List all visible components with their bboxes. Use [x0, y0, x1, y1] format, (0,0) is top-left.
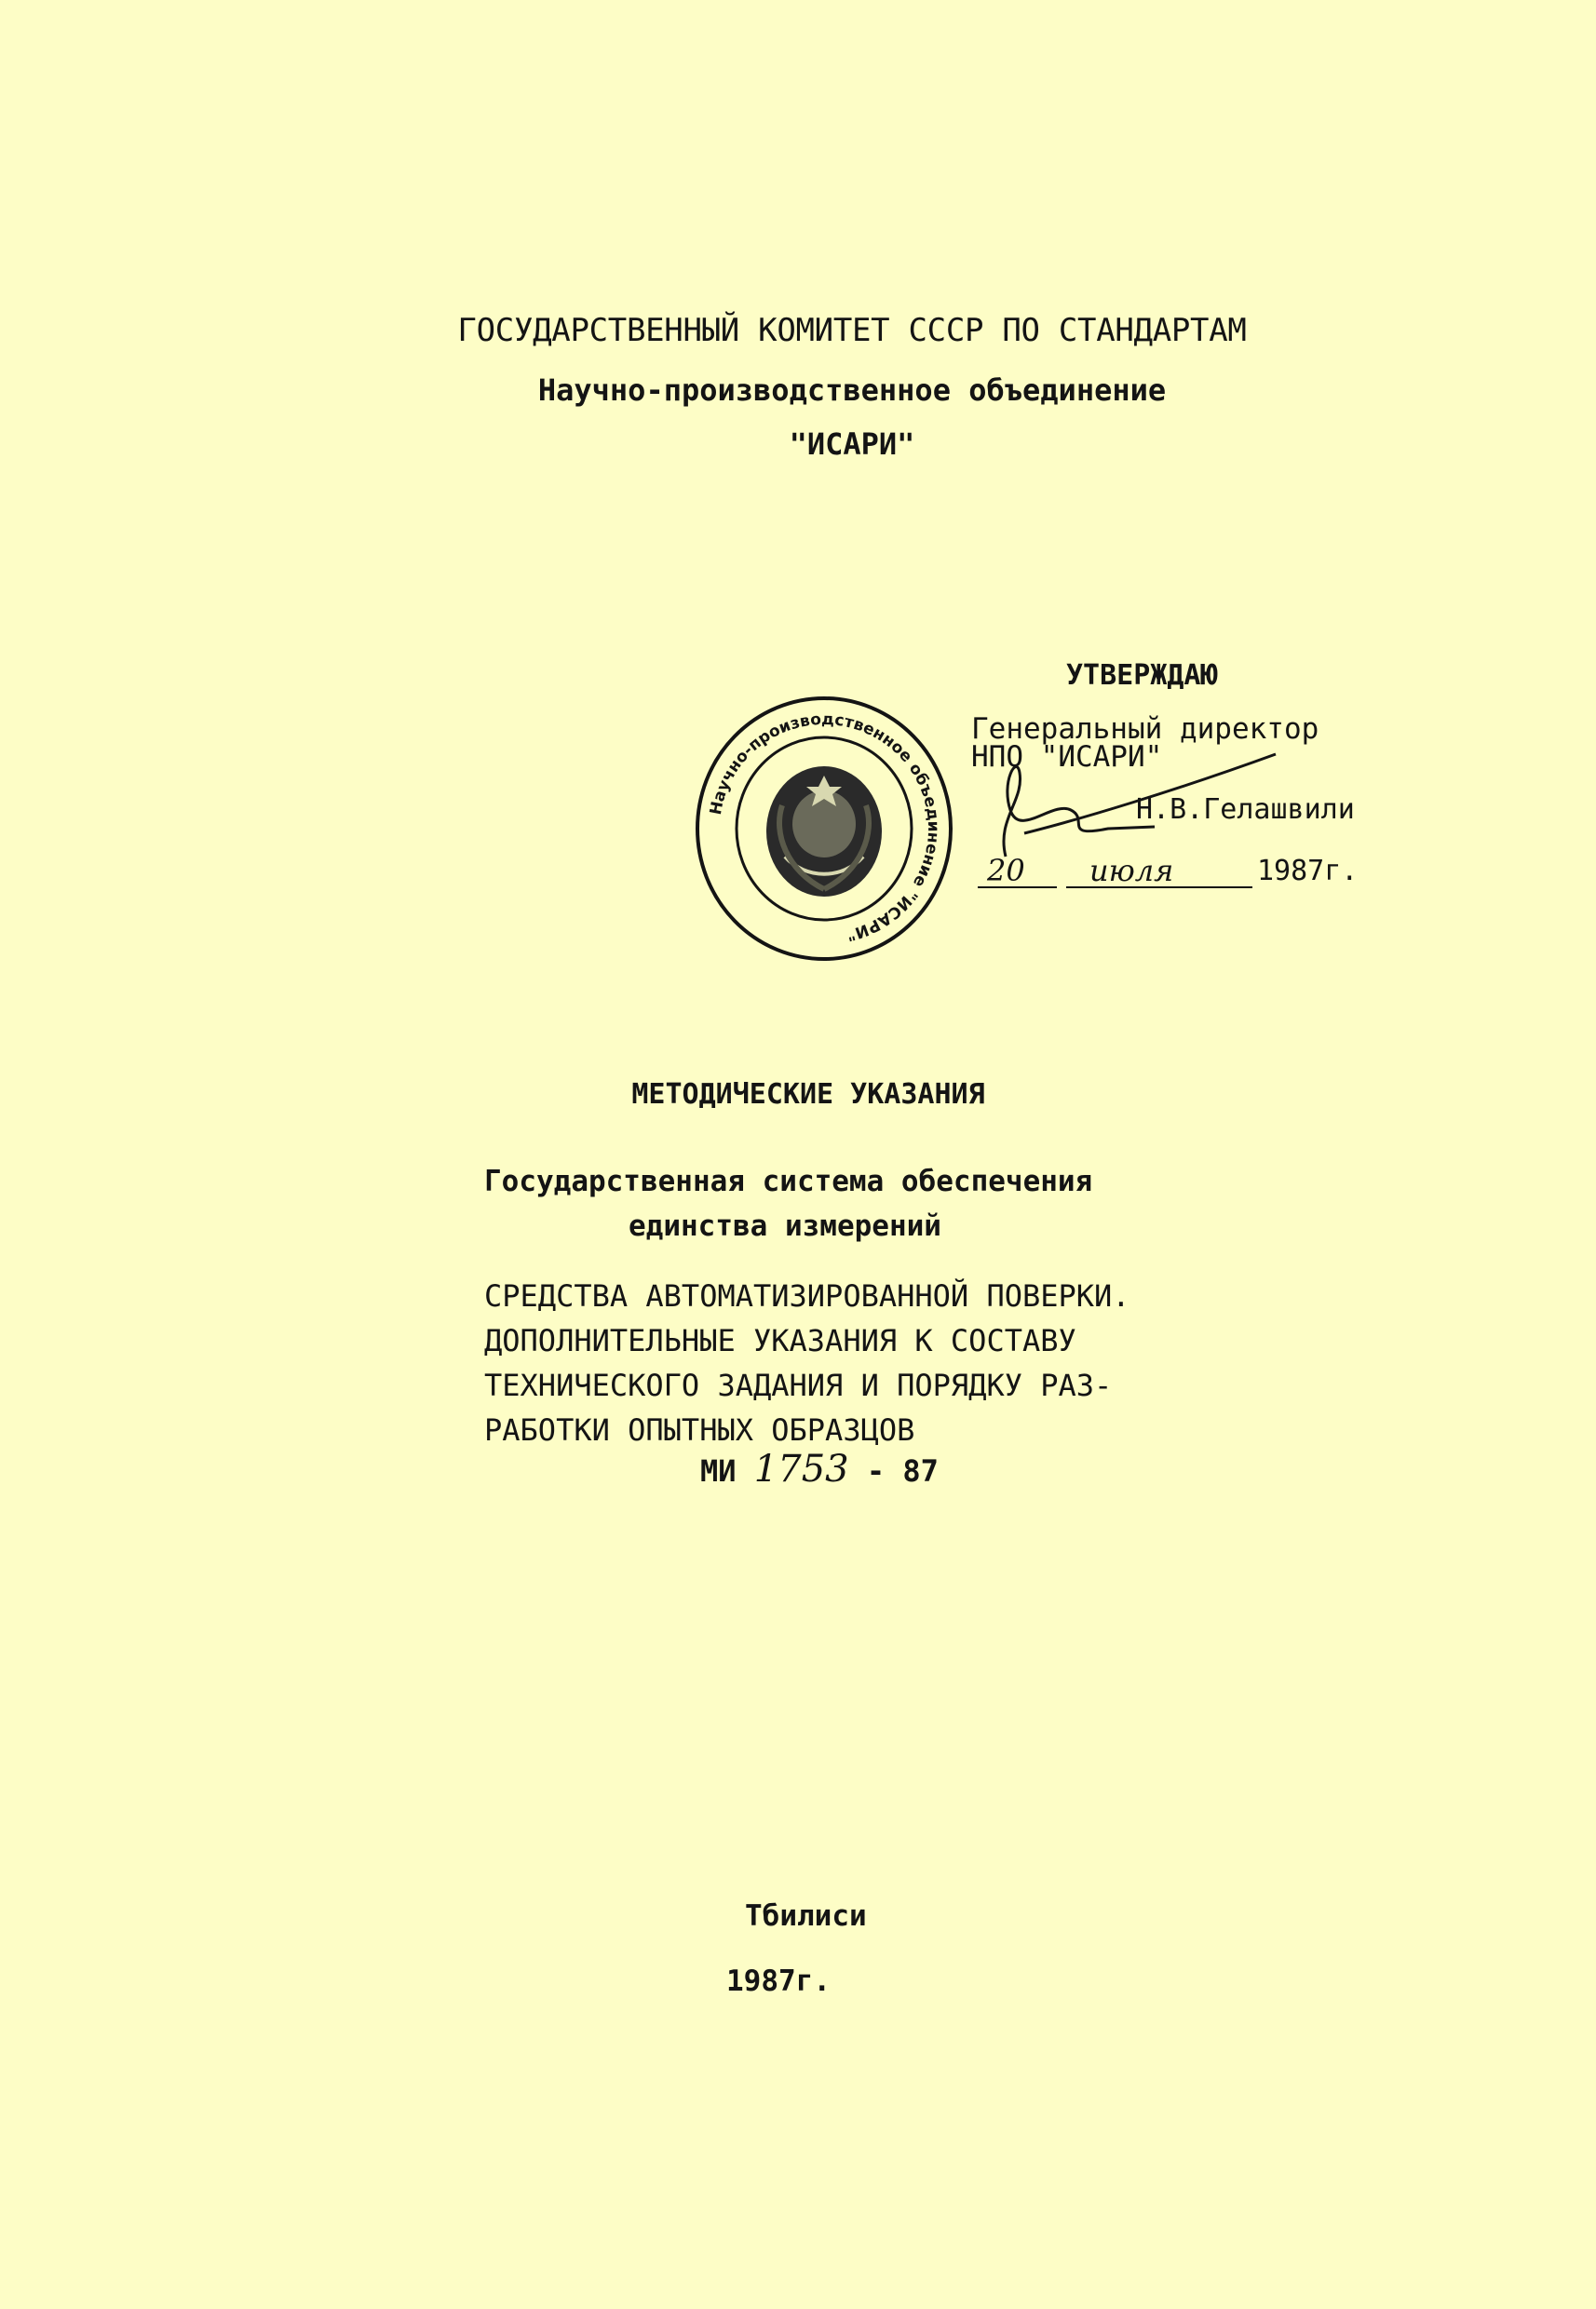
seal-ring-text: Научно-производственное объединение "ИСАРИ" — [706, 709, 943, 945]
signatory-name: Н.В.Гелашвили — [1136, 793, 1355, 826]
publication-city: Тбилиси — [745, 1899, 867, 1933]
handwritten-signature — [968, 745, 1304, 875]
subject-line-4: РАБОТКИ ОПЫТНЫХ ОБРАЗЦОВ — [484, 1412, 915, 1448]
subject-line-3: ТЕХНИЧЕСКОГО ЗАДАНИЯ И ПОРЯДКУ РАЗ- — [484, 1368, 1113, 1403]
company-name: "ИСАРИ" — [789, 426, 915, 462]
position-line-1: Генеральный директор — [971, 712, 1319, 746]
committee-heading: ГОСУДАРСТВЕННЫЙ КОМИТЕТ СССР ПО СТАНДАРТАМ — [457, 312, 1247, 349]
publication-year: 1987г. — [726, 1965, 831, 1998]
date-month: июля — [1089, 853, 1174, 888]
standards-system — [484, 1159, 1092, 1249]
subject-line-2: ДОПОЛНИТЕЛЬНЫЕ УКАЗАНИЯ К СОСТАВУ — [484, 1323, 1076, 1358]
document-number — [700, 1448, 939, 1491]
number-handwritten: 1753 — [753, 1448, 849, 1491]
document-subject — [484, 1274, 1130, 1452]
system-line-2: единства измерений — [629, 1209, 941, 1243]
date-day: 20 — [987, 853, 1025, 888]
association-heading: Научно-производственное объединение — [537, 372, 1167, 408]
position-line-2: НПО "ИСАРИ" — [971, 740, 1163, 774]
number-suffix: - 87 — [866, 1453, 939, 1489]
approve-label: УТВЕРЖДАЮ — [1066, 659, 1218, 692]
subject-line-1: СРЕДСТВА АВТОМАТИЗИРОВАННОЙ ПОВЕРКИ. — [484, 1278, 1130, 1314]
organization-seal — [694, 694, 954, 964]
state-emblem-icon — [766, 766, 882, 897]
date-year: 1987г. — [1257, 855, 1359, 887]
document-type: МЕТОДИЧЕСКИЕ УКАЗАНИЯ — [631, 1078, 985, 1111]
system-line-1: Государственная система обеспечения — [484, 1165, 1093, 1198]
number-prefix: МИ — [700, 1453, 737, 1489]
